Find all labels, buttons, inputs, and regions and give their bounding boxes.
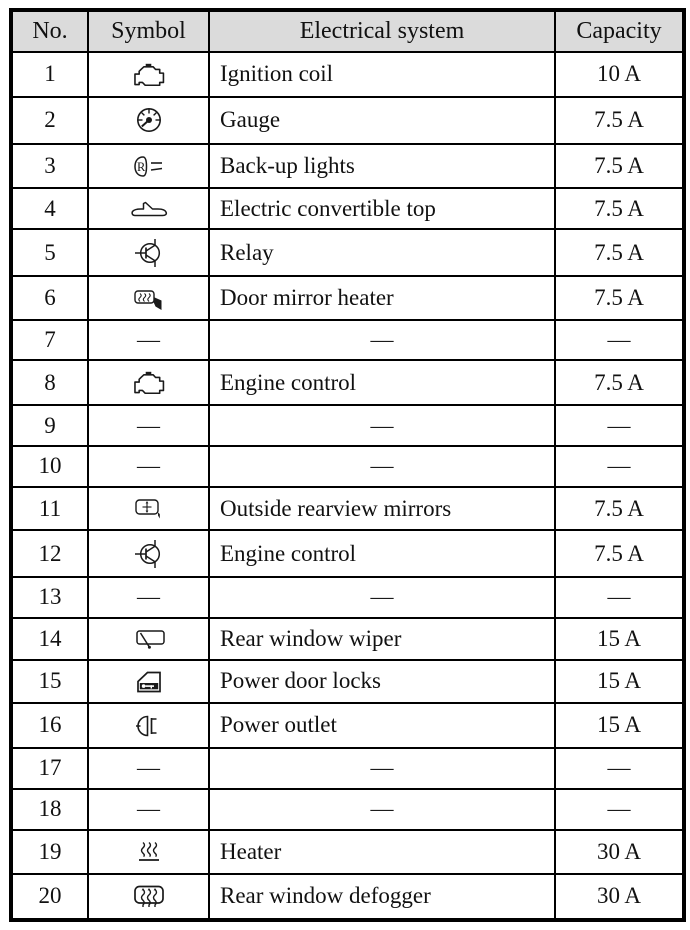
row-number-cell: 11 xyxy=(11,487,88,530)
symbol-cell: — xyxy=(88,789,209,830)
column-header-capacity: Capacity xyxy=(555,10,684,52)
table-row xyxy=(11,660,684,703)
heater-icon xyxy=(134,839,164,866)
table-row xyxy=(11,487,684,530)
convertible-top-icon xyxy=(129,198,169,222)
system-cell: Door mirror heater xyxy=(209,276,555,319)
system-cell: — xyxy=(209,320,555,361)
capacity-cell: 7.5 A xyxy=(555,144,684,188)
row-number-cell: 14 xyxy=(11,618,88,660)
symbol-cell: — xyxy=(88,405,209,446)
row-number-cell: 13 xyxy=(11,577,88,618)
row-number-cell: 16 xyxy=(11,703,88,748)
capacity-cell: 7.5 A xyxy=(555,97,684,144)
system-cell: Gauge xyxy=(209,97,555,144)
door-lock-icon xyxy=(134,669,164,695)
engine-icon xyxy=(130,61,167,89)
system-cell: Heater xyxy=(209,830,555,874)
symbol-cell: — xyxy=(88,577,209,618)
capacity-cell: 7.5 A xyxy=(555,360,684,405)
system-cell: — xyxy=(209,446,555,487)
system-cell: Electric convertible top xyxy=(209,188,555,230)
symbol-cell xyxy=(88,97,209,144)
table-row xyxy=(11,144,684,188)
capacity-cell: 7.5 A xyxy=(555,188,684,230)
symbol-cell: — xyxy=(88,748,209,789)
row-number-cell: 7 xyxy=(11,320,88,361)
symbol-cell xyxy=(88,144,209,188)
symbol-cell xyxy=(88,487,209,530)
system-cell: Power door locks xyxy=(209,660,555,703)
table-row xyxy=(11,320,684,361)
row-number-cell: 5 xyxy=(11,229,88,276)
capacity-cell: 7.5 A xyxy=(555,530,684,577)
system-cell: Rear window wiper xyxy=(209,618,555,660)
row-number-cell: 6 xyxy=(11,276,88,319)
row-number-cell: 1 xyxy=(11,52,88,97)
system-cell: Engine control xyxy=(209,360,555,405)
column-header-system: Electrical system xyxy=(209,10,555,52)
system-cell: Outside rearview mirrors xyxy=(209,487,555,530)
system-cell: Relay xyxy=(209,229,555,276)
row-number-cell: 15 xyxy=(11,660,88,703)
table-row xyxy=(11,830,684,874)
table-row xyxy=(11,874,684,920)
capacity-cell: 7.5 A xyxy=(555,276,684,319)
row-number-cell: 20 xyxy=(11,874,88,920)
capacity-cell: — xyxy=(555,577,684,618)
column-header-no: No. xyxy=(11,10,88,52)
relay-icon xyxy=(133,238,165,268)
table-row xyxy=(11,789,684,830)
row-number-cell: 18 xyxy=(11,789,88,830)
table-row xyxy=(11,52,684,97)
system-cell: — xyxy=(209,405,555,446)
symbol-cell xyxy=(88,229,209,276)
system-cell: — xyxy=(209,577,555,618)
row-number-cell: 4 xyxy=(11,188,88,230)
capacity-cell: 7.5 A xyxy=(555,487,684,530)
system-cell: — xyxy=(209,789,555,830)
row-number-cell: 2 xyxy=(11,97,88,144)
table-row xyxy=(11,748,684,789)
table-row xyxy=(11,229,684,276)
row-number-cell: 10 xyxy=(11,446,88,487)
system-cell: Power outlet xyxy=(209,703,555,748)
symbol-cell xyxy=(88,660,209,703)
system-cell: Rear window defogger xyxy=(209,874,555,920)
row-number-cell: 3 xyxy=(11,144,88,188)
symbol-cell xyxy=(88,618,209,660)
system-cell: Back-up lights xyxy=(209,144,555,188)
capacity-cell: 10 A xyxy=(555,52,684,97)
capacity-cell: 15 A xyxy=(555,703,684,748)
system-cell: — xyxy=(209,748,555,789)
fuse-table xyxy=(9,8,686,922)
symbol-cell xyxy=(88,360,209,405)
row-number-cell: 19 xyxy=(11,830,88,874)
engine-icon xyxy=(130,369,167,397)
capacity-cell: 7.5 A xyxy=(555,229,684,276)
backup-lights-icon xyxy=(131,153,167,180)
table-row xyxy=(11,276,684,319)
table-row xyxy=(11,577,684,618)
header-row xyxy=(11,10,684,52)
row-number-cell: 12 xyxy=(11,530,88,577)
system-cell: Ignition coil xyxy=(209,52,555,97)
table-row xyxy=(11,188,684,230)
capacity-cell: — xyxy=(555,405,684,446)
capacity-cell: — xyxy=(555,320,684,361)
symbol-cell: — xyxy=(88,320,209,361)
symbol-cell: — xyxy=(88,446,209,487)
column-header-symbol: Symbol xyxy=(88,10,209,52)
table-row xyxy=(11,405,684,446)
symbol-cell xyxy=(88,276,209,319)
symbol-cell xyxy=(88,703,209,748)
table-row xyxy=(11,618,684,660)
row-number-cell: 8 xyxy=(11,360,88,405)
rearview-mirror-icon xyxy=(132,496,166,522)
table-row xyxy=(11,530,684,577)
capacity-cell: — xyxy=(555,446,684,487)
capacity-cell: 30 A xyxy=(555,830,684,874)
power-outlet-icon xyxy=(134,712,164,740)
table-row xyxy=(11,703,684,748)
svg-text:R: R xyxy=(136,159,145,174)
table-row xyxy=(11,446,684,487)
capacity-cell: 15 A xyxy=(555,618,684,660)
capacity-cell: 15 A xyxy=(555,660,684,703)
row-number-cell: 17 xyxy=(11,748,88,789)
door-mirror-heater-icon xyxy=(132,286,165,312)
symbol-cell xyxy=(88,830,209,874)
rear-defogger-icon xyxy=(132,883,166,911)
capacity-cell: — xyxy=(555,748,684,789)
gauge-icon xyxy=(134,105,164,135)
table-row xyxy=(11,97,684,144)
capacity-cell: — xyxy=(555,789,684,830)
symbol-cell xyxy=(88,874,209,920)
rear-wiper-icon xyxy=(131,628,167,652)
symbol-cell xyxy=(88,188,209,230)
relay-icon xyxy=(133,539,165,569)
row-number-cell: 9 xyxy=(11,405,88,446)
symbol-cell xyxy=(88,530,209,577)
system-cell: Engine control xyxy=(209,530,555,577)
capacity-cell: 30 A xyxy=(555,874,684,920)
table-row xyxy=(11,360,684,405)
symbol-cell xyxy=(88,52,209,97)
